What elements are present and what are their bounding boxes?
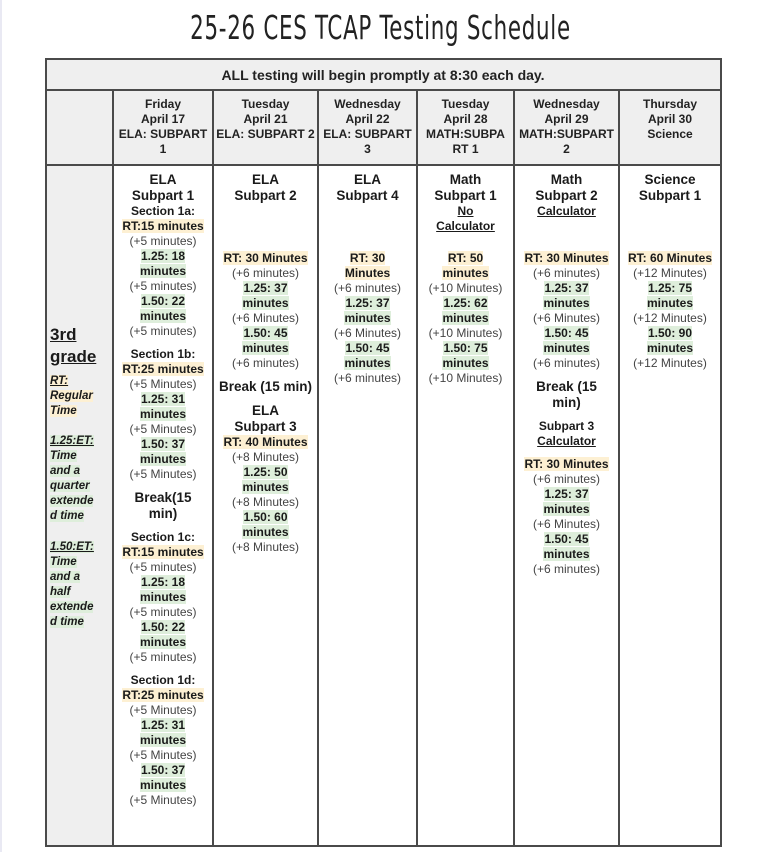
column-header-6: Thursday April 30 Science (642, 97, 697, 141)
table-border-bottom (45, 845, 722, 847)
start-time-banner: ALL testing will begin promptly at 8:30 each day. (221, 67, 545, 83)
page-edge (0, 0, 2, 852)
cell-math-subpart-1: Math Subpart 1 No Calculator RT: 50 minutes (+10 Minutes) 1.25: 62 minutes (+10 Minutes) 1.50: 75 minutes (+10 Minutes) (428, 172, 503, 385)
cell-ela-subpart-4: ELA Subpart 4 RT: 30 Minutes (+6 minutes) 1.25: 37 minutes (+6 Minutes) 1.50: 45 minutes (+6 minutes) (333, 172, 402, 385)
legend-rt: RT: Regular Time (50, 375, 93, 417)
legend-150-et: 1.50:ET: Time and a half extende d time (50, 541, 94, 628)
cell-ela-subpart-2: ELA Subpart 2 RT: 30 Minutes (+6 minutes) 1.25: 37 minutes (+6 Minutes) 1.50: 45 minutes (+6 minutes) Break (15 min) ELA Subpart 3 RT: 40 Minutes (+8 Minutes) 1.25: 50 minutes (+8 Minutes) 1.50: 60 minutes (+8 Minutes) (218, 172, 313, 554)
grade-label: 3rd grade (50, 325, 97, 366)
col-divider-4 (416, 89, 418, 847)
col-divider-1 (112, 89, 114, 847)
column-header-1: Friday April 17 ELA: SUBPART 1 (118, 97, 208, 156)
col-divider-3 (317, 89, 319, 847)
row-divider-banner (45, 89, 722, 91)
column-header-4: Tuesday April 28 MATH:SUBPA RT 1 (426, 97, 505, 156)
col-divider-5 (513, 89, 515, 847)
page-title: 25-26 CES TCAP Testing Schedule (190, 8, 571, 47)
col-divider-6 (618, 89, 620, 847)
table-border-right (720, 58, 722, 847)
cell-ela-subpart-1: ELA Subpart 1 Section 1a: RT:15 minutes (+5 minutes) 1.25: 18 minutes (+5 minutes) 1.50: 22 minutes (+5 minutes) Section 1b: RT:25 minutes (+5 Minutes) 1.25: 31 minutes (+5 Minutes) 1.50: 37 minutes (+5 Minutes) Break(15 min) Section 1c: RT:15 minutes (+5 minutes) 1.25: 18 minutes (+5 minutes) 1.50: 22 minutes (+5 minutes) Section 1d: RT:25 minutes (+5 Minutes) 1.25: 31 minutes (+5 Minutes) 1.50: 37 minutes (+5 Minutes) (122, 172, 204, 807)
table-border-top (45, 58, 722, 60)
table-border-left (45, 58, 47, 847)
schedule-table (45, 58, 721, 847)
column-header-2: Tuesday April 21 ELA: SUBPART 2 (216, 97, 315, 141)
legend-125-et: 1.25:ET: Time and a quarter extende d time (50, 435, 94, 522)
cell-science-subpart-1: Science Subpart 1 RT: 60 Minutes (+12 Minutes) 1.25: 75 minutes (+12 Minutes) 1.50: 90 minutes (+12 Minutes) (627, 172, 712, 370)
column-header-5: Wednesday April 29 MATH:SUBPART 2 (519, 97, 614, 156)
cell-math-subpart-2: Math Subpart 2 Calculator RT: 30 Minutes (+6 minutes) 1.25: 37 minutes (+6 Minutes) 1.50: 45 minutes (+6 minutes) Break (15 min) Subpart 3 Calculator RT: 30 Minutes (+6 minutes) 1.25: 37 minutes (+6 Minutes) 1.50: 45 minutes (+6 minutes) (524, 172, 609, 576)
column-header-3: Wednesday April 22 ELA: SUBPART 3 (323, 97, 412, 156)
row-divider-header (45, 164, 722, 166)
col-divider-2 (212, 89, 214, 847)
